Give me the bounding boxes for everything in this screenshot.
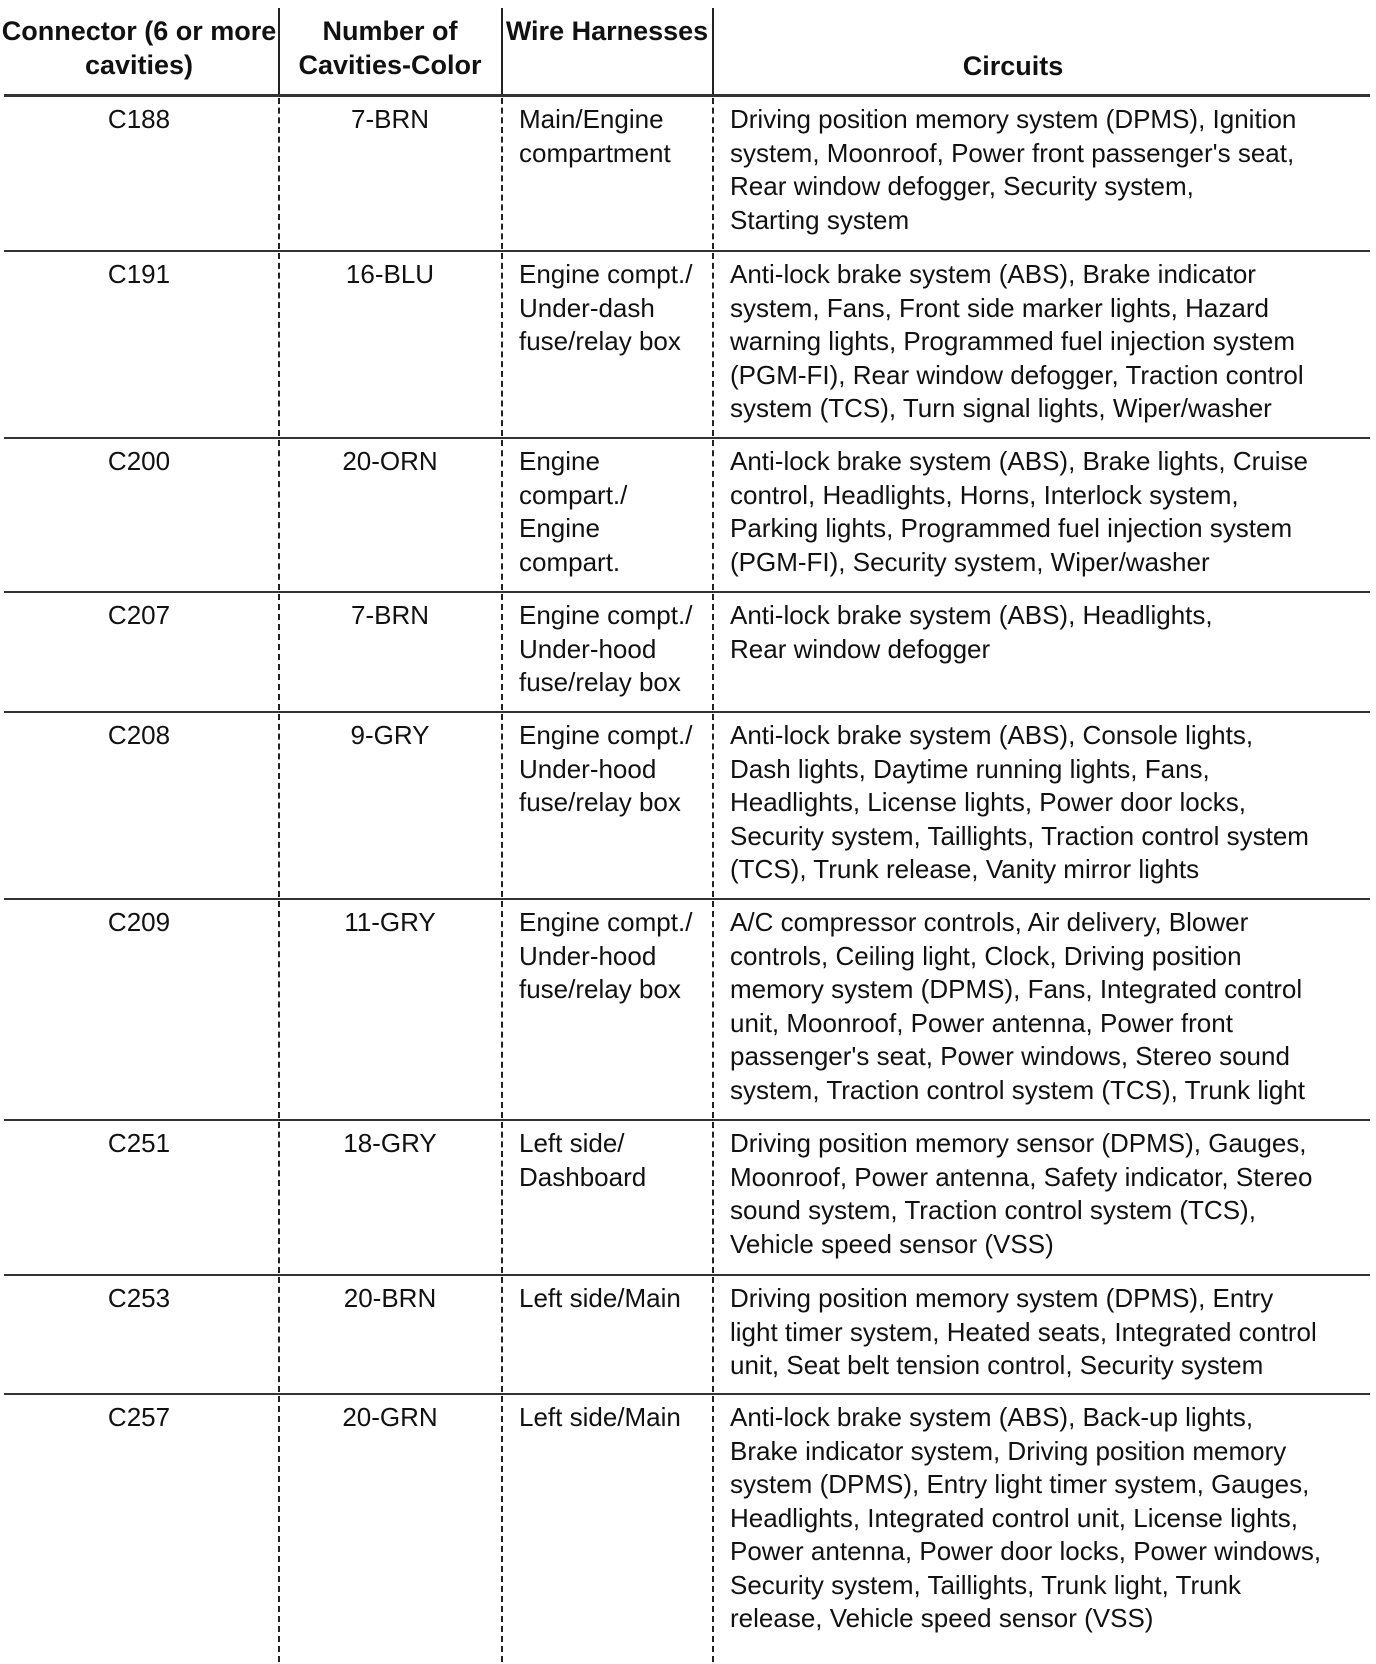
- column-divider: [501, 440, 503, 590]
- column-divider: [501, 901, 503, 1118]
- column-divider: [501, 714, 503, 897]
- cavities-color-cell: 9-GRY: [350, 720, 430, 750]
- column-divider: [278, 1122, 280, 1273]
- wire-harnesses-cell: Engine compt./ Under-hood fuse/relay box: [519, 720, 693, 817]
- row-divider: [4, 898, 1370, 900]
- connector-cell: C257: [107, 1402, 171, 1432]
- connector-cell: C188: [107, 104, 171, 134]
- column-divider: [278, 901, 280, 1118]
- row-divider: [4, 711, 1370, 713]
- circuits-cell: Anti-lock brake system (ABS), Brake lights, Cruise control, Headlights, Horns, Interlock system, Parking lights, Programmed fuel injection system (PGM-FI), Security system, Wiper/washer: [730, 446, 1308, 577]
- cavities-color-cell: 20-BRN: [343, 1283, 437, 1313]
- circuits-cell: A/C compressor controls, Air delivery, Blower controls, Ceiling light, Clock, Driving position memory system (DPMS), Fans, Integrated control unit, Moonroof, Power antenna, Power front passenger's seat, Power windows, Stereo sound system, Traction control system (TCS), Trunk light: [730, 907, 1306, 1105]
- cavities-color-cell: 20-ORN: [342, 446, 438, 476]
- wire-harnesses-cell: Left side/Main: [519, 1283, 681, 1313]
- connector-cell: C251: [107, 1128, 171, 1158]
- row-divider: [4, 250, 1370, 252]
- cavities-color-cell: 18-GRY: [343, 1128, 437, 1158]
- column-divider: [712, 98, 714, 249]
- cavities-color-cell: 11-GRY: [344, 907, 436, 937]
- column-divider: [501, 1122, 503, 1273]
- column-divider: [501, 1396, 503, 1662]
- wire-harnesses-cell: Engine compart./ Engine compart.: [519, 446, 628, 577]
- circuits-cell: Anti-lock brake system (ABS), Console lights, Dash lights, Daytime running lights, Fans, Headlights, License lights, Power door locks, Security system, Taillights, Traction control system (TCS), Trunk release, Vanity mirror lights: [730, 720, 1309, 884]
- wire-harnesses-cell: Left side/ Dashboard: [519, 1128, 647, 1192]
- column-divider: [712, 1277, 714, 1392]
- circuits-cell: Driving position memory system (DPMS), Ignition system, Moonroof, Power front passenger's seat, Rear window defogger, Security system, Starting system: [730, 104, 1297, 235]
- column-divider: [712, 714, 714, 897]
- row-divider: [4, 1393, 1370, 1395]
- column-divider: [501, 98, 503, 249]
- column-divider: [278, 98, 280, 249]
- column-divider: [278, 714, 280, 897]
- column-divider: [712, 901, 714, 1118]
- wire-harnesses-cell: Left side/Main: [519, 1402, 681, 1432]
- cavities-color-cell: 16-BLU: [345, 259, 435, 289]
- circuits-cell: Anti-lock brake system (ABS), Brake indicator system, Fans, Front side marker lights, Hazard warning lights, Programmed fuel injection system (PGM-FI), Rear window defogger, Traction control system (TCS), Turn signal lights, Wiper/washer: [730, 259, 1304, 423]
- column-divider: [278, 1277, 280, 1392]
- column-divider: [712, 253, 714, 436]
- cavities-color-cell: 7-BRN: [350, 600, 429, 630]
- connector-cell: C200: [107, 446, 171, 476]
- connector-cell: C208: [107, 720, 171, 750]
- circuits-cell: Driving position memory sensor (DPMS), Gauges, Moonroof, Power antenna, Safety indicator, Stereo sound system, Traction control system (TCS), Vehicle speed sensor (VSS): [730, 1128, 1313, 1259]
- column-divider: [712, 1396, 714, 1662]
- header-circuits: Circuits: [962, 51, 1064, 81]
- circuits-cell: Anti-lock brake system (ABS), Back-up lights, Brake indicator system, Driving position memory system (DPMS), Entry light timer system, Gauges, Headlights, Integrated control unit, License lights, Power antenna, Power door locks, Power windows, Security system, Taillights, Trunk light, Trunk release, Vehicle speed sensor (VSS): [730, 1402, 1322, 1633]
- connector-cell: C207: [107, 600, 171, 630]
- cavities-color-cell: 7-BRN: [350, 104, 429, 134]
- column-divider: [278, 1396, 280, 1662]
- row-divider: [4, 591, 1370, 593]
- header-connector: Connector (6 or more cavities): [1, 16, 277, 80]
- header-cavities: Number of Cavities-Color: [298, 16, 482, 80]
- row-divider: [4, 437, 1370, 439]
- column-divider: [712, 440, 714, 590]
- wire-harnesses-cell: Engine compt./ Under-hood fuse/relay box: [519, 600, 693, 697]
- wire-harnesses-cell: Main/Engine compartment: [519, 104, 671, 168]
- row-divider: [4, 1119, 1370, 1121]
- cavities-color-cell: 20-GRN: [342, 1402, 438, 1432]
- column-divider: [712, 594, 714, 710]
- column-divider-header: [501, 8, 503, 96]
- column-divider: [278, 253, 280, 436]
- column-divider: [278, 594, 280, 710]
- wire-harnesses-cell: Engine compt./ Under-hood fuse/relay box: [519, 907, 693, 1004]
- column-divider-header: [278, 8, 280, 96]
- wire-harnesses-cell: Engine compt./ Under-dash fuse/relay box: [519, 259, 693, 356]
- column-divider: [278, 440, 280, 590]
- column-divider: [501, 253, 503, 436]
- connector-cell: C209: [107, 907, 171, 937]
- connector-cell: C253: [107, 1283, 171, 1313]
- column-divider-header: [712, 8, 714, 96]
- header-harnesses: Wire Harnesses: [505, 16, 709, 46]
- connector-cell: C191: [107, 259, 171, 289]
- circuits-cell: Driving position memory system (DPMS), Entry light timer system, Heated seats, Integrated control unit, Seat belt tension control, Security system: [730, 1283, 1317, 1380]
- header-rule: [4, 94, 1370, 97]
- row-divider: [4, 1274, 1370, 1276]
- column-divider: [501, 1277, 503, 1392]
- column-divider: [712, 1122, 714, 1273]
- column-divider: [501, 594, 503, 710]
- circuits-cell: Anti-lock brake system (ABS), Headlights, Rear window defogger: [730, 600, 1213, 664]
